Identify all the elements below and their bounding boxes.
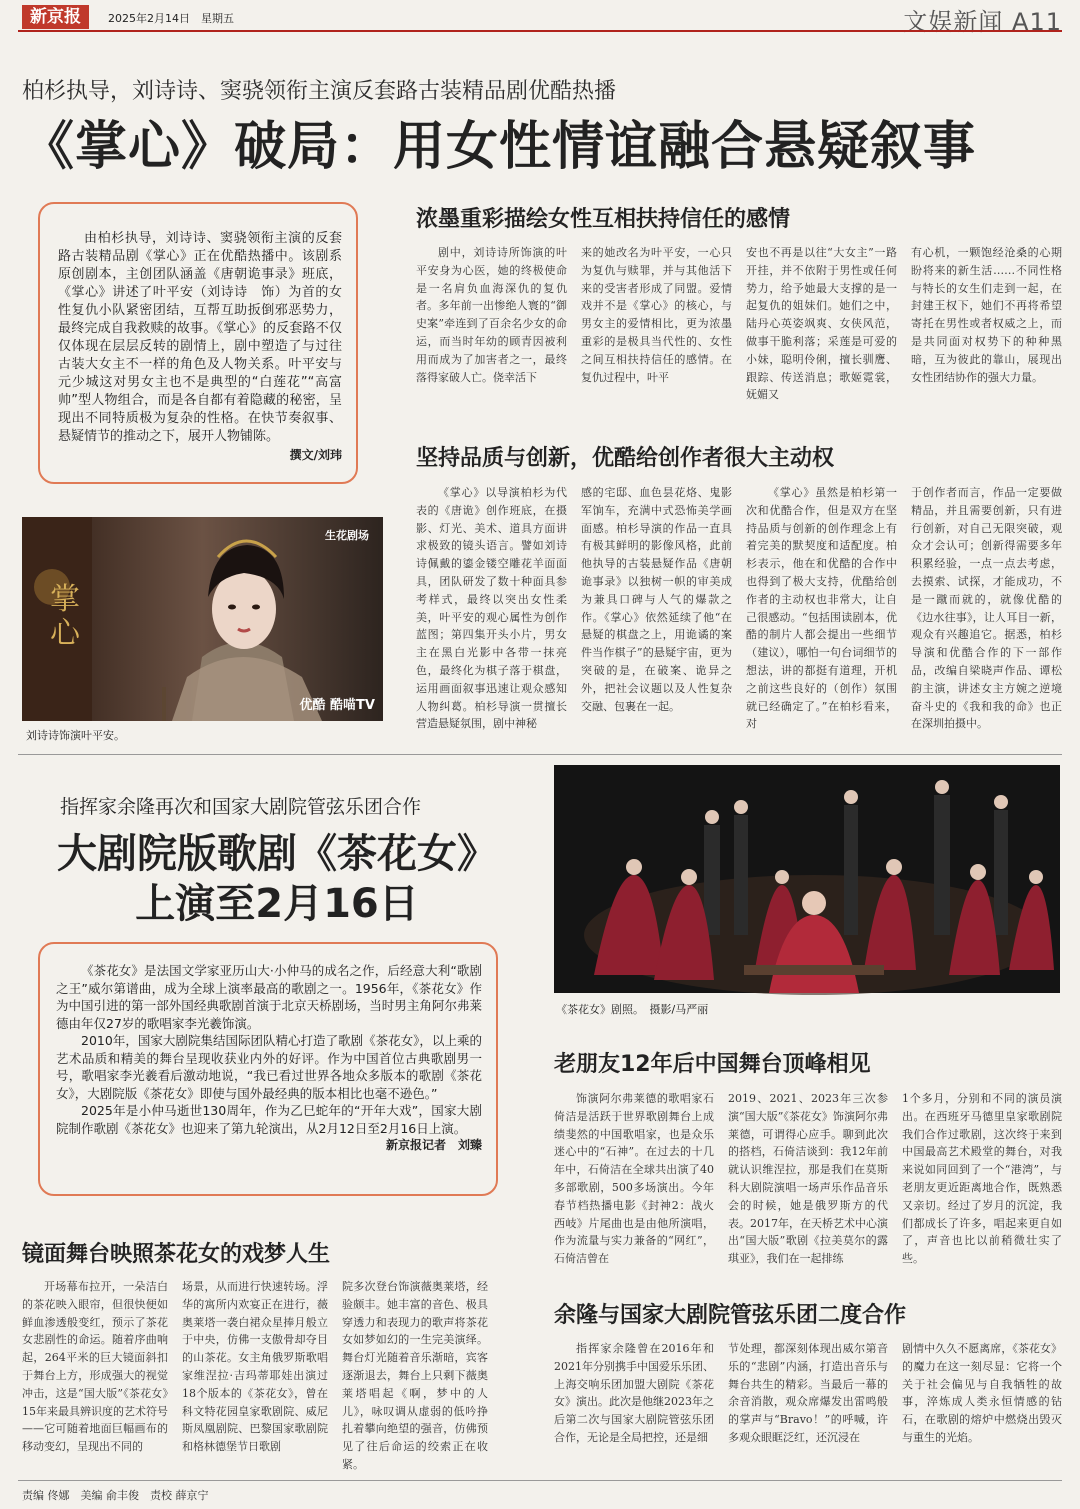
editor-credits: 责编 佟娜 美编 俞丰俊 责校 薛京宁 [22, 1489, 209, 1502]
section-page-label: 文娱新闻 A11 [903, 8, 1062, 36]
story1-summary-box [38, 202, 358, 484]
story2-summary-paragraph: 2025年是小仲马逝世130周年，作为乙巳蛇年的“开年大戏”，国家大剧院制作歌剧《茶花女》也迎来了第九轮演出，从2月12日至2月16日上演。 [56, 1103, 482, 1136]
channel-badge: 生花剧场 [325, 529, 369, 542]
story2-section2-col: 饰演阿尔弗莱德的歌唱家石倚洁是活跃于世界歌剧舞台上成绩斐然的中国歌唱家，也是众乐迷心中的“石神”。在过去的十几年中，石倚洁在全球共出演了40多部歌剧，500多场演出。今年春节档热播电影《封神2：战火西岐》片尾曲也是由他所演唱，作为流量与实力兼备的“网红”，石倚洁曾在 [554, 1092, 714, 1266]
story1-kicker: 柏杉执导，刘诗诗、窦骁领衔主演反套路古装精品剧优酷热播 [22, 79, 617, 104]
story1-section2-col: 于创作者而言，作品一定要做精品，并且需要创新，只有进行创新，对自己无限突破，观众才会认可；创新得需要多年积累经验，一点一点去考虑，去摸索、试探，才能成功，不是一蹴而就的，就像优酷的《边水往事》，让人耳目一新，观众有兴趣追它。据悉，柏杉导演和优酷合作的下一部作品，改编自梁晓声作品、谭松韵主演，讲述女主方婉之逆境奋斗史的《我和我的命》也正在深圳拍摄中。 [911, 486, 1062, 731]
story2-summary-box [38, 942, 498, 1196]
story1-section1-col: 来的她改名为叶平安，一心只为复仇与赎罪，并与其他活下来的受害者形成了同盟。爱情戏并不是《掌心》的核心，与男女主的爱情相比，更为浓墨重彩的是极具当代性的、女性之间互相扶持信任的感情。在复仇过程中，叶平 [581, 246, 732, 384]
story2-section1-title: 镜面舞台映照茶花女的戏梦人生 [22, 1242, 331, 1267]
story2-section3-col: 指挥家余隆曾在2016年和2021年分别携手中国爱乐乐团、上海交响乐团加盟大剧院《茶花女》演出。此次是他继2023年之后第二次与国家大剧院管弦乐团合作，无论是全局把控，还是细 [554, 1342, 714, 1444]
story1-author: 撰文/刘玮 [289, 448, 342, 462]
story2-section1-body [22, 1278, 488, 1471]
story1-summary-text: 由柏杉执导，刘诗诗、窦骁领衔主演的反套路古装精品剧《掌心》正在优酷热播中。该剧系原创剧本，主创团队涵盖《唐朝诡事录》班底，《掌心》讲述了叶平安（刘诗诗 饰）为首的女性复仇小队紧密团结，互帮互助扳倒邪恶势力，最终完成自我救赎的故事。《掌心》的反套路不仅仅体现在层层反转的剧情上，剧中塑造了与过往古装大女主不一样的角色及人物关系。叶平安与元少城这对男女主也不是典型的“白莲花”“高富帅”型人物组合，而是各自都有着隐藏的秘密，呈现出不同特质极为复杂的性格。在快节奏叙事、悬疑情节的推动之下，展开人物铺陈。 [58, 231, 342, 444]
story2-section1-col: 开场幕布拉开，一朵洁白的茶花映入眼帘，但很快便如鲜血渗透般变红，预示了茶花女悲剧性的命运。随着序曲响起，264平米的巨大镜面斜扣于舞台上方，形成强大的视觉冲击，这是“国大版”《茶花女》15年来最具辨识度的艺术符号——它可随着地面巨幅画布的移动变幻，呈现出不同的 [22, 1280, 168, 1454]
platform-logos: 优酷 酷喵TV [299, 698, 375, 713]
story1-section2-col: 《掌心》虽然是柏杉第一次和优酷合作，但是双方在坚持品质与创新的创作理念上有着完美的默契度和适配度。柏杉表示，他在和优酷的合作中也得到了极大支持，优酷给创作者的主动权也非常大，让自己很感动。“包括围读剧本，优酷的制片人都会提出一些细节（建议），哪怕一句台词细节的想法，讲的都挺有道理，开机之前这些良好的（创作）氛围就已经确定了。”在柏杉看来，对 [746, 486, 897, 731]
story-divider [18, 754, 1062, 755]
story1-section1-col: 安也不再是以往“大女主”一路开挂，并不依附于男性或任何势力，给予她最大支撑的是一起复仇的姐妹们。她们之中，陆丹心英姿飒爽、女侠风范，做事干脆利落；采莲是可爱的小妹，聪明伶俐，擅长驯鹰、跟踪、传送消息；歌姬霓裳，妩媚又 [746, 246, 897, 402]
story1-headline: 《掌心》破局：用女性情谊融合悬疑叙事 [22, 117, 977, 177]
story1-section1-col: 有心机，一颗饱经沧桑的心期盼将来的新生活……不同性格与特长的女生们走到一起，在封建王权下，她们不再将希望寄托在男性或者权威之上，而是共同面对权势下的种种黑暗，互为彼此的靠山，展现出女性团结协作的强大力量。 [911, 246, 1062, 384]
story2-section1-col: 场景，从而进行快速转场。浮华的寓所内欢宴正在进行，薇奥莱塔一袭白裙众星捧月般立于中央，仿佛一支傲骨却夺目的山茶花。女主角俄罗斯歌唱家维涅拉·吉玛蒂耶娃出演过18个版本的《茶花女》，曾在科文特花园皇家歌剧院、威尼斯凤凰剧院、巴黎国家歌剧院和格林德堡节日歌剧 [182, 1280, 328, 1454]
story1-section1-title: 浓墨重彩描绘女性互相扶持信任的感情 [416, 207, 791, 232]
story1-photo [22, 517, 383, 721]
story2-section3-col: 节处理，都深刻体现出威尔第音乐的“悲剧”内涵，打造出音乐与舞台共生的精彩。当最后一幕的余音消散，观众席爆发出雷鸣般的掌声与“Bravo！”的呼喊，许多观众眼眶泛红，还沉浸在 [728, 1342, 888, 1444]
story1-section2-col: 《掌心》以导演柏杉为代表的《唐诡》创作班底，在摄影、灯光、美术、道具方面讲求极致的镜头语言。譬如刘诗诗佩戴的鎏金镂空雕花羊面面具，团队研发了数十种面具参考样式，最终以突出女性柔美，叶平安的观心属性为创作蓝图；第四集开头小片，男女主在黑白光影中各带一抹亮色，最终化为棋子落于棋盘，运用画面叙事迅速让观众感知人物纠葛。柏杉导演一贯擅长营造悬疑氛围，剧中神秘 [416, 486, 567, 731]
story2-section1-col: 院多次登台饰演薇奥莱塔，经验颇丰。她丰富的音色、极具穿透力和表现力的歌声将茶花女如梦如幻的一生完美演绎。舞台灯光随着音乐渐暗，宾客逐渐退去，舞台上只剩下薇奥莱塔唱起《啊，梦中的人儿》，咏叹调从虚弱的低吟挣扎着攀向绝望的强音，仿佛预见了往后命运的绞索正在收紧。 [342, 1280, 488, 1471]
story2-section2-col: 1个多月，分别和不同的演员演出。在西班牙马德里皇家歌剧院我们合作过歌剧，这次终于来到中国最高艺术殿堂的舞台，对我来说如同回到了一个“港湾”，与老朋友更近距离地合作，既熟悉又亲切。经过了岁月的沉淀，我们都成长了许多，唱起来更自如了，声音也比以前稍微壮实了些。 [902, 1092, 1062, 1266]
story1-summary [58, 230, 342, 462]
story2-section3-title: 余隆与国家大剧院管弦乐团二度合作 [554, 1303, 907, 1328]
story1-section1-col: 剧中，刘诗诗所饰演的叶平安身为心医，她的终极使命是一名肩负血海深仇的复仇者。多年前一出惨绝人寰的“御史案”牵连到了百余名少女的命运，而当时年幼的顾青因被利用而成为了加害者之一，最终落得家破人亡。侥幸活下 [416, 246, 567, 384]
masthead-rule [18, 30, 1062, 32]
story2-photo-caption: 《茶花女》剧照。 摄影/马严丽 [556, 1003, 709, 1016]
story1-photo-caption: 刘诗诗饰演叶平安。 [26, 729, 125, 742]
story2-section2-title: 老朋友12年后中国舞台顶峰相见 [554, 1052, 871, 1077]
story2-summary [56, 962, 482, 1155]
story2-byline: 新京报记者 刘臻 [385, 1138, 482, 1152]
story1-section2-title: 坚持品质与创新，优酷给创作者很大主动权 [416, 446, 835, 471]
issue-date: 2025年2月14日 星期五 [108, 12, 234, 25]
story2-headline-line2: 上演至2月16日 [135, 881, 419, 927]
story2-section3-body [554, 1340, 1062, 1466]
story2-section3-col: 剧情中久久不愿离席，《茶花女》的魔力在这一刻尽显：它将一个关于社会偏见与自我牺牲的故事，淬炼成人类永恒情感的钻石，在歌剧的熔炉中燃烧出毁灭与重生的光焰。 [902, 1342, 1062, 1444]
story2-summary-paragraph: 2010年，国家大剧院集结国际团队精心打造了歌剧《茶花女》，以上乘的艺术品质和精美的舞台呈现收获业内外的好评。作为中国首位古典歌剧男一号，歌唱家李光羲看后激动地说，“我已看过世界各地众多版本的歌剧《茶花女》，大剧院版《茶花女》即使与国外最经典的版本相比也毫不逊色。” [56, 1033, 482, 1101]
story1-section2-body [416, 484, 1062, 746]
story2-headline-line1: 大剧院版歌剧《茶花女》 [57, 831, 497, 877]
story1-section1-body [416, 244, 1062, 414]
story2-section2-body [554, 1090, 1062, 1270]
drama-vertical-title: 掌心 [50, 582, 80, 651]
newspaper-logo: 新京报 [22, 5, 89, 29]
story1-section2-col: 感的宅邸、血色昙花烙、鬼影军饷车，充满中式恐怖美学画面感。柏杉导演的作品一直具有极其鲜明的影像风格，此前他执导的古装悬疑作品《唐朝诡事录》以独树一帜的审美成为兼具口碑与人气的爆款之作。《掌心》依然延续了他“在悬疑的棋盘之上，用诡谲的案件当作棋子”的悬疑宇宙，更为突破的是，在破案、诡异之外，把社会议题以及人性复杂交融、包裹在一起。 [581, 486, 732, 713]
footer-rule [18, 1480, 1062, 1481]
story2-summary-paragraph: 《茶花女》是法国文学家亚历山大·小仲马的成名之作，后经意大利“歌剧之王”威尔第谱曲，成为全球上演率最高的歌剧之一。1956年，《茶花女》作为中国引进的第一部外国经典歌剧首演于北京天桥剧场，当时男主角阿尔弗莱德由年仅27岁的歌唱家李光羲饰演。 [56, 963, 482, 1031]
story2-section2-col: 2019、2021、2023年三次参演“国大版”《茶花女》饰演阿尔弗莱德，可谓得心应手。聊到此次的搭档，石倚洁谈到：我12年前就认识维涅拉，那是我们在莫斯科大剧院演唱一场声乐作品音乐会的时候，她是俄罗斯方的代表。2017年，在天桥艺术中心演出“国大版”歌剧《拉美莫尔的露琪亚》，我们在一起排练 [728, 1092, 888, 1266]
story2-photo [554, 765, 1060, 993]
story2-kicker: 指挥家余隆再次和国家大剧院管弦乐团合作 [60, 796, 422, 818]
opera-stage-image [554, 765, 1060, 993]
